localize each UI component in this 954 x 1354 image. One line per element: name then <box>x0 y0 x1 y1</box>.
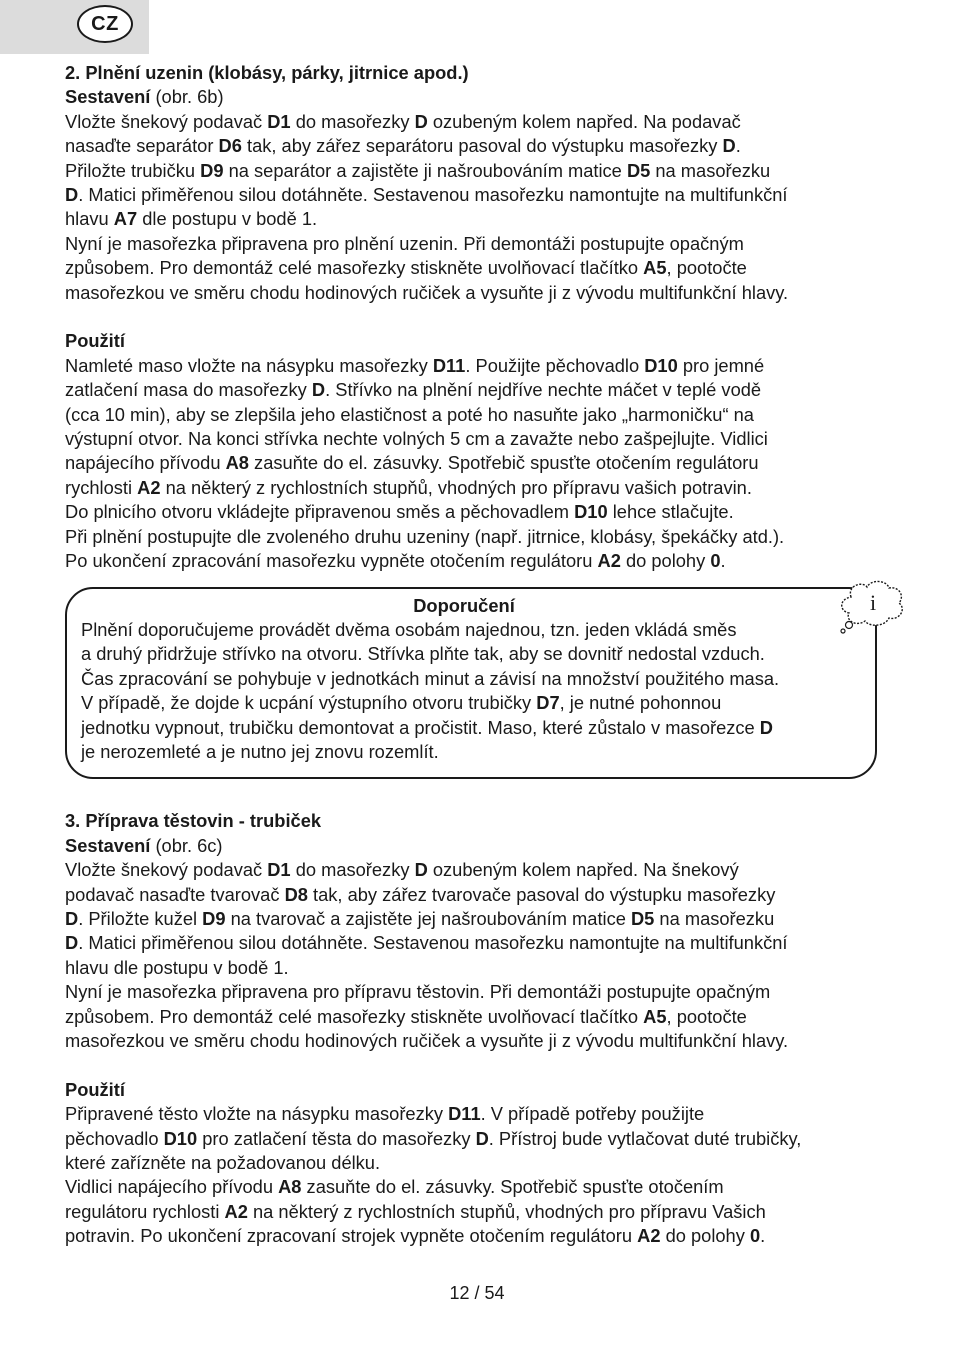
text-line: D. Přiložte kužel D9 na tvarovač a zajistěte jej našroubováním matice D5 na masořezku <box>65 907 775 929</box>
part-reference: D <box>414 859 428 881</box>
text-line: Do plnicího otvoru vkládejte připravenou směs a pěchovadlem D10 lehce stlačujte. <box>65 501 734 523</box>
section3-heading: 3. Příprava těstovin - trubiček <box>65 810 322 832</box>
part-reference: 0 <box>710 550 721 572</box>
section2-usage-heading: Použití <box>65 330 125 352</box>
text-line: hlavu dle postupu v bodě 1. <box>65 956 289 978</box>
language-tab <box>0 0 149 54</box>
part-reference: D9 <box>200 159 224 181</box>
text-line: nasaďte separátor D6 tak, aby zářez separátoru pasoval do výstupku masořezky D. <box>65 135 741 157</box>
text-line: hlavu A7 dle postupu v bodě 1. <box>65 208 318 230</box>
recommendation-body <box>81 618 875 764</box>
text-line: (cca 10 min), aby se zlepšila jeho elastičnost a poté ho nasuňte jako „harmoničku“ na <box>65 403 754 425</box>
part-reference: D10 <box>163 1127 198 1149</box>
section2-usage-body <box>65 354 895 574</box>
part-reference: D5 <box>626 159 651 181</box>
part-reference: D <box>65 907 79 929</box>
text-line: zatlačení masa do masořezky D. Střívko na plnění nejdříve nechte máčet v teplé vodě <box>65 379 762 401</box>
info-cloud-icon <box>837 577 907 635</box>
part-reference: D1 <box>267 859 291 881</box>
part-reference: D9 <box>202 907 226 929</box>
text-line: D. Matici přiměřenou silou dotáhněte. Sestavenou masořezku namontujte na multifunkční <box>65 932 788 954</box>
part-reference: D5 <box>630 907 655 929</box>
text-line: Vložte šnekový podavač D1 do masořezky D ozubeným kolem napřed. Na šnekový <box>65 859 739 881</box>
text-line: Po ukončení zpracování masořezku vypněte otočením regulátoru A2 do polohy 0. <box>65 550 726 572</box>
part-reference: D8 <box>284 883 308 905</box>
text-line: způsobem. Pro demontáž celé masořezky stiskněte uvolňovací tlačítko A5, pootočte <box>65 1005 747 1027</box>
text-line: jednotku vypnout, trubičku demontovat a pročistit. Maso, které zůstalo v masořezce D <box>81 716 773 738</box>
part-reference: D <box>475 1127 489 1149</box>
part-reference: D11 <box>432 354 466 376</box>
part-reference: D11 <box>448 1103 481 1125</box>
text-line: V případě, že dojde k ucpání výstupního otvoru trubičky D7, je nutné pohonnou <box>81 692 722 714</box>
svg-text:i: i <box>869 589 877 615</box>
section2-heading: 2. Plnění uzenin (klobásy, párky, jitrnice apod.) <box>65 62 469 83</box>
text-line: potravin. Po ukončení zpracovaní strojek vypněte otočením regulátoru A2 do polohy 0. <box>65 1225 766 1247</box>
language-badge: CZ <box>77 5 133 43</box>
page-number: 12 / 54 <box>449 1283 505 1303</box>
text-line: výstupní otvor. Na konci střívka nechte volných 5 cm a zavažte nebo zašpejlujte. Vidlici <box>65 428 768 450</box>
recommendation-box <box>65 587 877 780</box>
text-line: podavač nasaďte tvarovač D8 tak, aby zářez tvarovače pasoval do výstupku masořezky <box>65 883 776 905</box>
text-line: masořezkou ve směru chodu hodinových ručiček a vysuňte ji z vývodu multifunkční hlavy. <box>65 1030 789 1052</box>
section3-assembly-label: Sestavení (obr. 6c) <box>65 834 223 856</box>
part-reference: D <box>311 379 326 401</box>
text-line: Vidlici napájecího přívodu A8 zasuňte do el. zásuvky. Spotřebič spusťte otočením <box>65 1176 724 1198</box>
text-line: masořezkou ve směru chodu hodinových ručiček a vysuňte ji z vývodu multifunkční hlavy. <box>65 281 789 303</box>
part-reference: A5 <box>643 257 667 279</box>
part-reference: A5 <box>643 1005 667 1027</box>
section3-usage-heading: Použití <box>65 1078 125 1100</box>
text-line: pěchovadlo D10 pro zatlačení těsta do masořezky D. Přístroj bude vytlačovat duté trubičky, <box>65 1127 802 1149</box>
part-reference: A2 <box>637 1225 661 1247</box>
text-line: rychlosti A2 na některý z rychlostních stupňů, vhodných pro přípravu vašich potravin. <box>65 476 752 498</box>
part-reference: D6 <box>218 135 242 157</box>
section3-usage-body <box>65 1102 895 1248</box>
text-line: Čas zpracování se pohybuje v jednotkách minut a závisí na množství použitého masa. <box>81 667 780 689</box>
text-line: způsobem. Pro demontáž celé masořezky stiskněte uvolňovací tlačítko A5, pootočte <box>65 257 747 279</box>
text-line: Plnění doporučujeme provádět dvěma osobám najednou, tzn. jeden vkládá směs <box>81 618 737 640</box>
part-reference: A2 <box>137 476 161 498</box>
part-reference: A8 <box>278 1176 302 1198</box>
text-line: Namleté maso vložte na násypku masořezky D11. Použijte pěchovadlo D10 pro jemné <box>65 354 765 376</box>
text-line: a druhý přidržuje střívko na otvoru. Střívka plňte tak, aby se dovnitř nedostal vzduch. <box>81 643 765 665</box>
section3-body <box>65 858 895 1053</box>
text-line: regulátoru rychlosti A2 na některý z rychlostních stupňů, vhodných pro přípravu Vašich <box>65 1200 766 1222</box>
part-reference: D <box>414 110 428 132</box>
text-line: Při plnění postupujte dle zvoleného druhu uzeniny (např. jitrnice, klobásy, špekáčky atd.). <box>65 525 785 547</box>
part-reference: D <box>759 716 773 738</box>
part-reference: A8 <box>225 452 249 474</box>
recommendation-title: Doporučení <box>413 594 515 616</box>
text-line: Vložte šnekový podavač D1 do masořezky D ozubeným kolem napřed. Na podavač <box>65 110 741 132</box>
text-line: Nyní je masořezka připravena pro plnění uzenin. Při demontáži postupujte opačným <box>65 232 744 254</box>
text-line: Připravené těsto vložte na násypku masořezky D11. V případě potřeby použijte <box>65 1103 705 1125</box>
text-line: D. Matici přiměřenou silou dotáhněte. Sestavenou masořezku namontujte na multifunkční <box>65 184 788 206</box>
text-line: Nyní je masořezka připravena pro přípravu těstovin. Při demontáži postupujte opačným <box>65 981 771 1003</box>
part-reference: A2 <box>224 1200 248 1222</box>
part-reference: A7 <box>113 208 138 230</box>
part-reference: D <box>65 932 79 954</box>
section2-assembly-label: Sestavení (obr. 6b) <box>65 86 224 108</box>
section2-body <box>65 110 895 305</box>
part-reference: D <box>65 184 79 206</box>
text-line: je nerozemleté a je nutno jej znovu rozemlít. <box>81 740 439 762</box>
part-reference: D10 <box>644 354 678 376</box>
manual-content <box>65 61 895 1249</box>
text-line: Přiložte trubičku D9 na separátor a zajistěte ji našroubováním matice D5 na masořezku <box>65 159 771 181</box>
part-reference: D10 <box>574 501 608 523</box>
part-reference: 0 <box>749 1225 761 1247</box>
text-line: které zařízněte na požadovanou délku. <box>65 1152 381 1174</box>
text-line: napájecího přívodu A8 zasuňte do el. zásuvky. Spotřebič spusťte otočením regulátoru <box>65 452 759 474</box>
part-reference: D <box>722 135 736 157</box>
part-reference: A2 <box>597 550 621 572</box>
part-reference: D1 <box>267 110 291 132</box>
part-reference: D7 <box>536 692 560 714</box>
